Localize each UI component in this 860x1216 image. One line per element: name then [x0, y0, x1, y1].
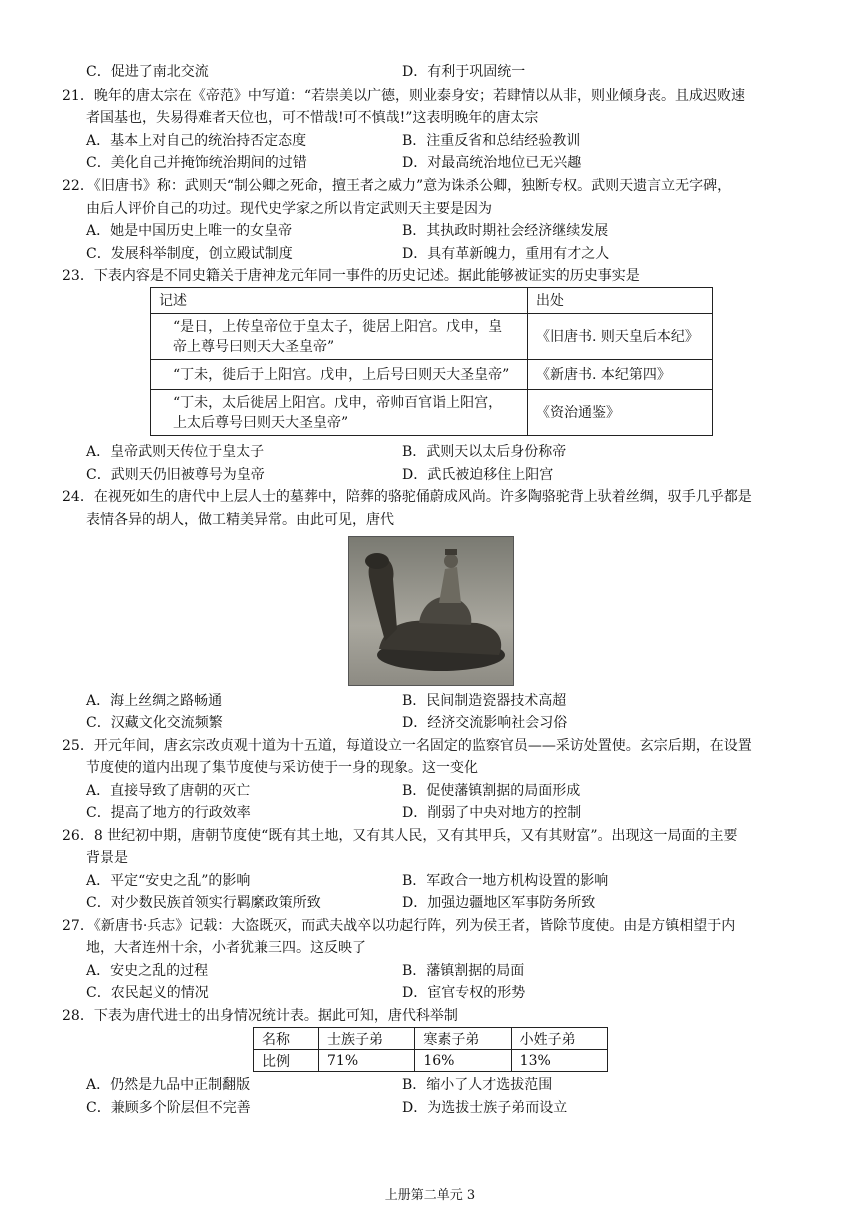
- q25-option-d: D．削弱了中央对地方的控制: [402, 805, 582, 821]
- q26-option-b: B．军政合一地方机构设置的影响: [402, 873, 609, 889]
- question-24-stem: 24．在视死如生的唐代中上层人士的墓葬中，陪葬的骆驼俑蔚成风尚。许多陶骆驼背上驮着丝绸，驭手几乎都是: [62, 489, 752, 505]
- q26-option-d: D．加强边疆地区军事防务所致: [402, 895, 596, 911]
- record-source: 《资治通鉴》: [528, 390, 713, 436]
- record-text: “是日，上传皇帝位于皇太子，徙居上阳宫。戊申，皇: [173, 318, 503, 335]
- table-header-cell: 寒素子弟: [415, 1028, 511, 1050]
- q27-option-c: C．农民起义的情况: [86, 985, 209, 1001]
- q21-option-c: C．美化自己并掩饰统治期间的过错: [86, 155, 307, 171]
- q27-option-a: A．安史之乱的过程: [86, 963, 209, 979]
- table-header-cell: 出处: [528, 288, 713, 314]
- table-row: [151, 390, 713, 436]
- q23-option-b: B．武则天以太后身份称帝: [402, 444, 567, 460]
- record-source: 《新唐书. 本纪第四》: [528, 360, 713, 390]
- q22-option-d: D．具有革新魄力，重用有才之人: [402, 246, 610, 262]
- q28-option-a: A．仍然是九品中正制翻版: [86, 1077, 251, 1093]
- option-d: D．有利于巩固统一: [402, 64, 526, 80]
- q22-option-c: C．发展科举制度，创立殿试制度: [86, 246, 293, 262]
- table-cell: 比例: [254, 1050, 319, 1072]
- q23-option-a: A．皇帝武则天传位于皇太子: [86, 444, 265, 460]
- table-row: [151, 314, 713, 360]
- q26-option-c: C．对少数民族首领实行羁縻政策所致: [86, 895, 321, 911]
- q24-option-c: C．汉藏文化交流频繁: [86, 715, 223, 731]
- question-28-stem: 28．下表为唐代进士的出身情况统计表。据此可知，唐代科举制: [62, 1008, 458, 1024]
- q21-option-b: B．注重反省和总结经验教训: [402, 133, 581, 149]
- q23-option-c: C．武则天仍旧被尊号为皇帝: [86, 467, 265, 483]
- question-25-stem-cont: 节度使的道内出现了集节度使与采访使于一身的现象。这一变化: [86, 760, 478, 776]
- q22-option-b: B．其执政时期社会经济继续发展: [402, 223, 609, 239]
- q28-option-b: B．缩小了人才选拔范围: [402, 1077, 553, 1093]
- question-27-stem: 27．《新唐书·兵志》记载：大盗既灭，而武夫战卒以功起行阵，列为侯王者，皆除节度使。由是方镇相望于内: [62, 918, 736, 934]
- question-27-stem-cont: 地，大者连州十余，小者犹兼三四。这反映了: [86, 940, 366, 956]
- record-text: 帝上尊号曰则天大圣皇帝”: [173, 338, 335, 355]
- question-22-stem: 22．《旧唐书》称：武则天“制公卿之死命，擅王者之威力”意为诛杀公卿，独断专权。武则天遗言立无字碑，: [62, 178, 732, 194]
- q23-option-d: D．武氏被迫移住上阳宫: [402, 467, 554, 483]
- history-records-table: [150, 287, 713, 436]
- record-text: “丁未，徙后于上阳宫。戊申，上后号曰则天大圣皇帝”: [173, 366, 510, 383]
- question-23-stem: 23．下表内容是不同史籍关于唐神龙元年同一事件的历史记述。据此能够被证实的历史事实是: [62, 268, 640, 284]
- camel-figurine-photo: [348, 536, 514, 686]
- q27-option-d: D．宦官专权的形势: [402, 985, 526, 1001]
- table-cell: 16%: [415, 1050, 511, 1072]
- q24-option-d: D．经济交流影响社会习俗: [402, 715, 568, 731]
- record-text: 上太后尊号曰则天大圣皇帝”: [173, 414, 349, 431]
- table-cell: 13%: [511, 1050, 607, 1072]
- page-footer: 上册第二单元 3: [384, 1188, 476, 1203]
- question-24-stem-cont: 表情各异的胡人，做工精美异常。由此可见，唐代: [86, 512, 394, 528]
- table-header-cell: 士族子弟: [319, 1028, 415, 1050]
- q24-option-a: A．海上丝绸之路畅通: [86, 693, 223, 709]
- question-21-stem: 21．晚年的唐太宗在《帝范》中写道：“若崇美以广德，则业泰身安；若肆情以从非，则业倾身丧。且成迟败速: [62, 88, 745, 104]
- question-21-stem-cont: 者国基也，失易得难者天位也，可不惜哉!可不慎哉!”这表明晚年的唐太宗: [86, 110, 539, 126]
- table-header-cell: 小姓子弟: [511, 1028, 607, 1050]
- q25-option-a: A．直接导致了唐朝的灭亡: [86, 783, 251, 799]
- question-22-stem-cont: 由后人评价自己的功过。现代史学家之所以肯定武则天主要是因为: [86, 201, 492, 217]
- q27-option-b: B．藩镇割据的局面: [402, 963, 525, 979]
- question-26-stem: 26．8 世纪初中期，唐朝节度使“既有其土地，又有其人民，又有其甲兵，又有其财富”。出现这一局面的主要: [62, 828, 738, 844]
- q22-option-a: A．她是中国历史上唯一的女皇帝: [86, 223, 293, 239]
- q28-option-c: C．兼顾多个阶层但不完善: [86, 1100, 251, 1116]
- q26-option-a: A．平定“安史之乱”的影响: [86, 873, 251, 889]
- q21-option-a: A．基本上对自己的统治持否定态度: [86, 133, 307, 149]
- table-row: [151, 360, 713, 390]
- camel-figurine-icon: [349, 537, 513, 685]
- jinshi-origin-table: [253, 1027, 608, 1072]
- record-source: 《旧唐书. 则天皇后本纪》: [528, 314, 713, 360]
- question-25-stem: 25．开元年间，唐玄宗改贞观十道为十五道，每道设立一名固定的监察官员——采访处置使。玄宗后期，在设置: [62, 738, 752, 754]
- table-header-cell: 名称: [254, 1028, 319, 1050]
- table-header-cell: 记述: [151, 288, 528, 314]
- q24-option-b: B．民间制造瓷器技术高超: [402, 693, 567, 709]
- q28-option-d: D．为选拔士族子弟而设立: [402, 1100, 568, 1116]
- table-row: [254, 1028, 608, 1050]
- record-text: “丁未，太后徙居上阳宫。戊申，帝帅百官诣上阳宫，: [173, 394, 503, 411]
- q21-option-d: D．对最高统治地位已无兴趣: [402, 155, 582, 171]
- option-c: C．促进了南北交流: [86, 64, 209, 80]
- question-26-stem-cont: 背景是: [86, 850, 128, 866]
- table-cell: 71%: [319, 1050, 415, 1072]
- q25-option-b: B．促使藩镇割据的局面形成: [402, 783, 581, 799]
- table-row: [254, 1050, 608, 1072]
- q25-option-c: C．提高了地方的行政效率: [86, 805, 251, 821]
